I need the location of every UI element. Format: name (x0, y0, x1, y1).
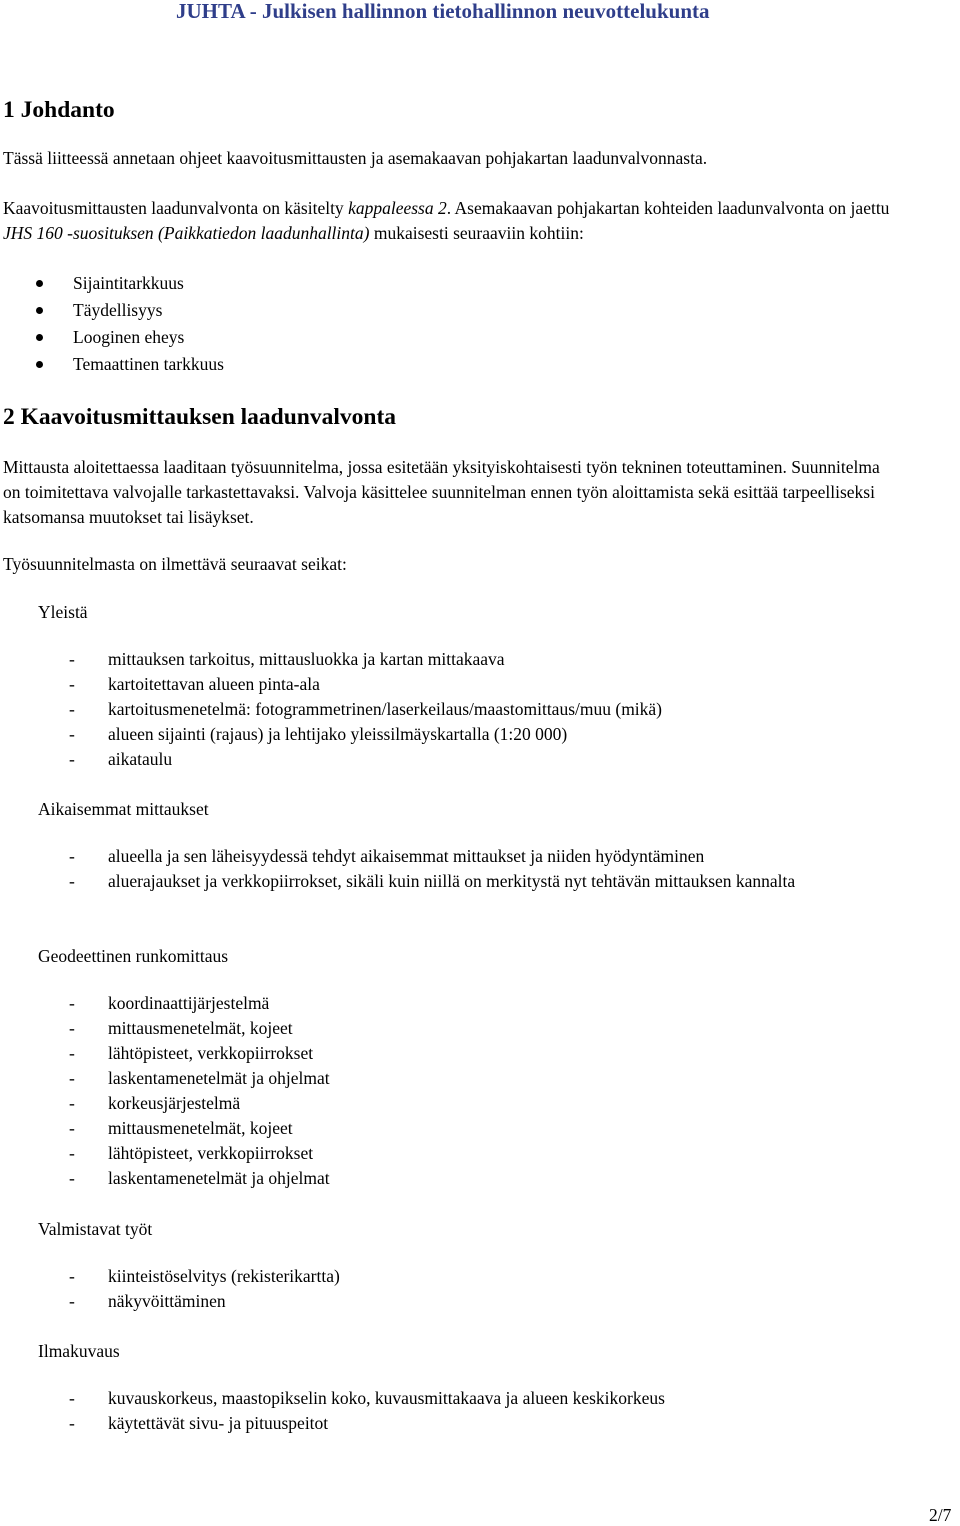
group-title-valmistavat: Valmistavat työt (38, 1219, 153, 1239)
section-1-paragraph (3, 196, 903, 246)
dash-list-aikaisemmat (0, 844, 900, 894)
list-item: - laskentamenetelmät ja ohjelmat (69, 1168, 330, 1188)
list-item: - kartoitusmenetelmä: fotogrammetrinen/laserkeilaus/maastomittaus/muu (mikä) (69, 699, 663, 719)
section-reference: kappaleessa 2 (348, 198, 447, 218)
section-1-heading: 1 Johdanto (3, 97, 115, 123)
list-item: Täydellisyys (0, 297, 224, 324)
list-item: - mittausmenetelmät, kojeet (69, 1118, 293, 1138)
dash-list-valmistavat (0, 1264, 340, 1314)
bullet-icon (36, 280, 43, 287)
list-item: - korkeusjärjestelmä (69, 1093, 241, 1113)
list-item: Temaattinen tarkkuus (0, 351, 224, 378)
bullet-icon (36, 361, 43, 368)
dash-list-yleista (0, 647, 662, 772)
list-item: - aikataulu (69, 749, 173, 769)
group-title-yleista: Yleistä (38, 602, 88, 622)
group-title-ilmakuvaus: Ilmakuvaus (38, 1341, 120, 1361)
dash-list-ilmakuvaus (0, 1386, 665, 1436)
document-header: JUHTA - Julkisen hallinnon tietohallinnon neuvottelukunta (176, 0, 710, 23)
bullet-icon (36, 334, 43, 341)
page-number: 2/7 (929, 1505, 952, 1525)
list-item: - aluerajaukset ja verkkopiirrokset, sikäli kuin niillä on merkitystä nyt tehtävän mittauksen kannalta (69, 871, 796, 891)
list-item: - kartoitettavan alueen pinta-ala (69, 674, 320, 694)
list-item: - mittauksen tarkoitus, mittausluokka ja kartan mittakaava (69, 649, 505, 669)
list-item: - näkyvöittäminen (69, 1291, 226, 1311)
list-item: - kuvauskorkeus, maastopikselin koko, kuvausmittakaava ja alueen keskikorkeus (69, 1388, 665, 1408)
quality-bullet-list (0, 270, 224, 378)
section-1-intro: Tässä liitteessä annetaan ohjeet kaavoitusmittausten ja asemakaavan pohjakartan laadunvalvonnasta. (3, 148, 708, 168)
list-item: - koordinaattijärjestelmä (69, 993, 270, 1013)
section-2-intro: Työsuunnitelmasta on ilmettävä seuraavat seikat: (3, 554, 347, 574)
list-item: - alueella ja sen läheisyydessä tehdyt aikaisemmat mittaukset ja niiden hyödyntäminen (69, 846, 705, 866)
list-item: - alueen sijainti (rajaus) ja lehtijako yleissilmäyskartalla (1:20 000) (69, 724, 568, 744)
para-text: . Asemakaavan pohjakartan kohteiden laadunvalvonta on jaettu (446, 198, 890, 218)
list-item: - lähtöpisteet, verkkopiirrokset (69, 1143, 314, 1163)
list-item: - mittausmenetelmät, kojeet (69, 1018, 293, 1038)
para-text: Kaavoitusmittausten laadunvalvonta on käsitelty (3, 198, 349, 218)
list-item: Looginen eheys (0, 324, 224, 351)
bullet-icon (36, 307, 43, 314)
list-item: - lähtöpisteet, verkkopiirrokset (69, 1043, 314, 1063)
section-2-paragraph: Mittausta aloitettaessa laaditaan työsuunnitelma, jossa esitetään yksityiskohtaisesti työn tekninen toteuttaminen. Suunnitelma on toimitettava valvojalle tarkastettavaksi. Valvoja käsittelee suunnitelman ennen työn aloittamista sekä esittää tarpeelliseksi katsomansa muutokset tai lisäykset. (3, 457, 880, 527)
section-2-heading: 2 Kaavoitusmittauksen laadunvalvonta (3, 404, 397, 430)
group-title-geodeettinen: Geodeettinen runkomittaus (38, 946, 229, 966)
group-title-aikaisemmat: Aikaisemmat mittaukset (38, 799, 209, 819)
list-item: - kiinteistöselvitys (rekisterikartta) (69, 1266, 340, 1286)
standard-reference: JHS 160 -suosituksen (Paikkatiedon laadunhallinta) (3, 223, 370, 243)
list-item: - käytettävät sivu- ja pituuspeitot (69, 1413, 329, 1433)
list-item: Sijaintitarkkuus (0, 270, 224, 297)
para-text: mukaisesti seuraaviin kohtiin: (369, 223, 584, 243)
list-item: - laskentamenetelmät ja ohjelmat (69, 1068, 330, 1088)
dash-list-geodeettinen (0, 991, 330, 1191)
